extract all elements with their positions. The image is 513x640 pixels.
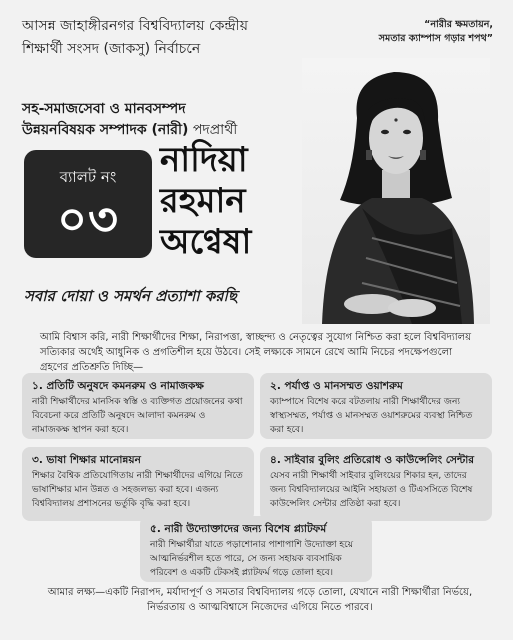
slogan	[343, 18, 493, 46]
pledge-card-3	[22, 447, 254, 521]
ballot-label: ব্যালট নং	[59, 168, 117, 186]
pledge-title: ৪. সাইবার বুলিং প্রতিরোধ ও কাউন্সেলিং সেন্টার	[270, 454, 475, 466]
pledge-card-1	[22, 373, 254, 439]
post-title-line-1: সহ-সমাজসেবা ও মানবসম্পদ	[22, 101, 186, 117]
ballot-number: ০৩	[57, 192, 119, 246]
pledge-body: নারী শিক্ষার্থীদের মানসিক স্বস্তি ও ব্যক্তিগত প্রয়োজনের কথা বিবেচনা করে প্রতিটি অনুষদে আলাদা কমনরুম ও নামাজকক্ষ স্থাপন করা হবে।	[32, 397, 243, 435]
candidate-name-line-3: অণ্বেষা	[160, 222, 252, 262]
pledge-title: ৫. নারী উদ্যোক্তাদের জন্য বিশেষ প্ল্যাটফর্ম	[150, 523, 327, 535]
closing-statement: আমার লক্ষ্য—একটি নিরাপদ, মর্যাদাপূর্ণ ও সমতার বিশ্ববিদ্যালয় গড়ে তোলা, যেখানে নারী শিক্ষার্থীরা নির্ভয়ে, নির্ভরতায় ও আত্মবিশ্বাসে নিজেদের এগিয়ে নিতে পারবে।	[47, 587, 473, 613]
pledge-card-5	[140, 516, 372, 582]
pledge-body: নারী শিক্ষার্থীরা যাতে পড়াশোনার পাশাপাশি উদ্যোক্তা হয়ে আত্মনির্ভরশীল হতে পারে, সে জন্য সহায়ক ব্যবসায়িক পরিবেশ ও একটি টেকসই প্ল্যাটফর্ম গড়ে তোলা হবে।	[150, 540, 354, 578]
header-line-2: শিক্ষার্থী সংসদ (জাকসু) নির্বাচনে	[22, 41, 201, 57]
candidate-name-line-1: নাদিয়া	[160, 140, 248, 180]
slogan-line-1: “নারীর ক্ষমতায়ন,	[424, 19, 493, 30]
pledge-title: ৩. ভাষা শিক্ষার মানোন্নয়ন	[32, 454, 141, 466]
post-title-line-2	[22, 118, 237, 142]
ballot-number-box	[24, 150, 152, 258]
pledge-card-2	[260, 373, 492, 439]
candidate-portrait-illustration	[302, 58, 490, 324]
pledge-card-4	[260, 447, 492, 521]
post-title-suffix: পদপ্রার্থী	[188, 122, 238, 138]
pledge-body: শিক্ষার বৈশ্বিক প্রতিযোগিতায় নারী শিক্ষার্থীদের এগিয়ে নিতে ভাষাশিক্ষার মান উন্নত ও সহজলভ্য করা হবে। এজন্য বিশ্ববিদ্যালয় প্রশাসনের ভর্তুকি বৃদ্ধি করা হবে।	[32, 471, 243, 509]
pledge-title: ২. পর্যাপ্ত ও মানসম্মত ওয়াশরুম	[270, 380, 403, 392]
candidate-photo	[302, 58, 490, 324]
intro-paragraph: আমি বিশ্বাস করি, নারী শিক্ষার্থীদের শিক্ষা, নিরাপত্তা, স্বাচ্ছন্দ্য ও নেতৃত্বের সুযোগ নিশ্চিত করা হলে বিশ্ববিদ্যালয় সত্যিকার অর্থেই আধুনিক ও প্রগতিশীল হয়ে উঠবে। সেই লক্ষ্যকে সামনে রেখে আমি নিচের পদক্ষেপগুলো গ্রহণের প্রতিশ্রুতি দিচ্ছি—	[40, 332, 472, 373]
slogan-line-2: সমতার ক্যাম্পাস গড়ার শপথ”	[378, 33, 493, 44]
header-line-1: আসন্ন জাহাঙ্গীরনগর বিশ্ববিদ্যালয় কেন্দ্রীয়	[22, 18, 248, 34]
candidate-name-line-2: রহমান	[160, 181, 246, 221]
pledge-body: ক্যাম্পাসে বিশেষ করে বটতলায় নারী শিক্ষার্থীদের জন্য স্বাস্থ্যসম্মত, পর্যাপ্ত ও মানসম্মত ওয়াশরুমের ব্যবস্থা নিশ্চিত করা হবে।	[270, 397, 473, 435]
pledge-title: ১. প্রতিটি অনুষদে কমনরুম ও নামাজকক্ষ	[32, 380, 204, 392]
support-request: সবার দোয়া ও সমর্থন প্রত্যাশা করছি	[24, 287, 237, 305]
pledge-body: যেসব নারী শিক্ষার্থী সাইবার বুলিংয়ের শিকার হন, তাদের জন্য বিশ্ববিদ্যালয়ের আইনি সহায়তা ও টিএসসিতে বিশেষ কাউন্সেলিং সেন্টার প্রতিষ্ঠা করা হবে।	[270, 471, 473, 509]
post-title-bold: উন্নয়নবিষয়ক সম্পাদক (নারী)	[22, 122, 189, 138]
candidate-name	[160, 140, 310, 263]
